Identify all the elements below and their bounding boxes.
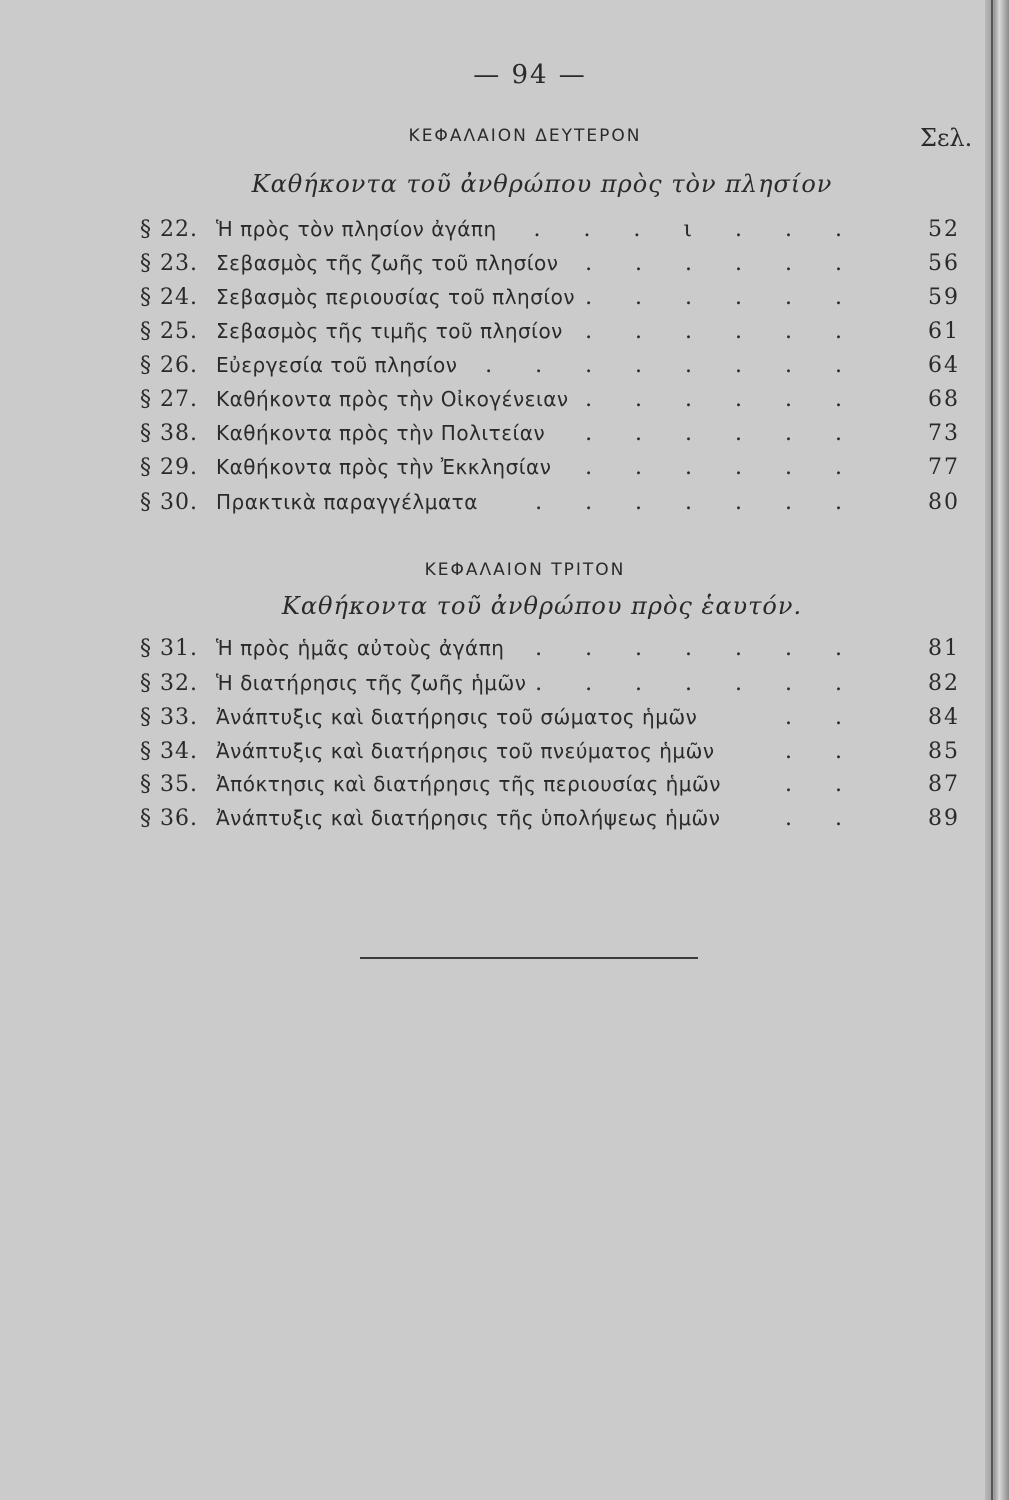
toc-section-number: § 35. xyxy=(140,772,198,797)
chapter-two-subtitle: Καθήκοντα τοῦ ἀνθρώπου πρὸς τὸν πλησίον xyxy=(251,170,833,198)
chapter-two-heading: ΚΕΦΑΛΑΙΟΝ ΔΕΥΤΕΡΟΝ xyxy=(408,126,642,146)
toc-entry xyxy=(140,636,960,670)
toc-section-number: § 34. xyxy=(140,739,198,764)
toc-leader-dots: . . . . . . xyxy=(585,387,860,412)
toc-leader-dots: . . xyxy=(785,806,860,831)
toc-section-number: § 25. xyxy=(140,319,198,344)
toc-page-number: 68 xyxy=(928,387,960,412)
toc-section-number: § 38. xyxy=(140,421,198,446)
toc-leader-dots: . . . . . . xyxy=(585,319,860,344)
toc-entry xyxy=(140,671,960,705)
toc-title: Καθήκοντα πρὸς τὴν Ἐκκλησίαν xyxy=(216,455,552,479)
toc-page-number: 56 xyxy=(928,251,960,276)
toc-leader-dots: . . . . . . . xyxy=(535,636,860,661)
toc-leader-dots: . . . ι . . . xyxy=(533,217,860,242)
toc-leader-dots: . . xyxy=(785,772,860,797)
toc-entry xyxy=(140,455,960,489)
page-number: — 94 — xyxy=(473,60,587,90)
toc-section-number: § 23. xyxy=(140,251,198,276)
toc-leader-dots: . . xyxy=(785,705,860,730)
toc-section-number: § 29. xyxy=(140,455,198,480)
closing-rule xyxy=(360,957,698,959)
toc-title: Σεβασμὸς τῆς τιμῆς τοῦ πλησίον xyxy=(216,319,563,343)
toc-title: Ἀνάπτυξις καὶ διατήρησις τῆς ὑπολήψεως ἡμῶν xyxy=(216,806,721,830)
toc-section-number: § 26. xyxy=(140,353,198,378)
toc-leader-dots: . . . . . . . xyxy=(535,671,860,696)
toc-section-number: § 31. xyxy=(140,636,198,661)
toc-title: Σεβασμὸς τῆς ζωῆς τοῦ πλησίον xyxy=(216,251,559,275)
toc-page-number: 77 xyxy=(928,455,960,480)
toc-title: Ἡ πρὸς τὸν πλησίον ἀγάπη xyxy=(216,217,497,241)
toc-entry xyxy=(140,217,960,251)
toc-title: Ἀπόκτησις καὶ διατήρησις τῆς περιουσίας ἡμῶν xyxy=(216,772,721,796)
toc-page-number: 82 xyxy=(928,671,960,696)
toc-page-number: 64 xyxy=(928,353,960,378)
toc-entry xyxy=(140,319,960,353)
toc-entry xyxy=(140,285,960,319)
toc-title: Εὐεργεσία τοῦ πλησίον xyxy=(216,353,458,377)
toc-page-number: 81 xyxy=(928,636,960,661)
toc-entry xyxy=(140,421,960,455)
toc-page-number: 80 xyxy=(928,490,960,515)
toc-entry xyxy=(140,772,960,806)
toc-leader-dots: . . . . . . . . xyxy=(485,353,860,378)
toc-title: Ἡ πρὸς ἡμᾶς αὐτοὺς ἀγάπη xyxy=(216,636,505,660)
chapter-three-subtitle: Καθήκοντα τοῦ ἀνθρώπου πρὸς ἑαυτόν. xyxy=(281,592,803,620)
toc-section-number: § 32. xyxy=(140,671,198,696)
toc-title: Καθήκοντα πρὸς τὴν Πολιτείαν xyxy=(216,421,546,445)
toc-page-number: 89 xyxy=(928,806,960,831)
page-column-label: Σελ. xyxy=(920,124,973,152)
chapter-three-heading: ΚΕΦΑΛΑΙΟΝ ΤΡΙΤΟΝ xyxy=(424,560,626,580)
toc-page-number: 73 xyxy=(928,421,960,446)
toc-section-number: § 33. xyxy=(140,705,198,730)
toc-leader-dots: . . . . . . xyxy=(585,421,860,446)
toc-page-number: 61 xyxy=(928,319,960,344)
toc-title: Καθήκοντα πρὸς τὴν Οἰκογένειαν xyxy=(216,387,569,411)
toc-title: Σεβασμὸς περιουσίας τοῦ πλησίον xyxy=(216,285,576,309)
toc-entry xyxy=(140,490,960,524)
toc-leader-dots: . . . . . . . xyxy=(535,490,860,515)
toc-leader-dots: . . . . . . xyxy=(585,251,860,276)
toc-section-number: § 27. xyxy=(140,387,198,412)
toc-entry xyxy=(140,739,960,773)
toc-entry xyxy=(140,353,960,387)
toc-page-number: 85 xyxy=(928,739,960,764)
toc-title: Ἀνάπτυξις καὶ διατήρησις τοῦ σώματος ἡμῶν xyxy=(216,705,698,729)
page-edge xyxy=(985,0,1009,1500)
toc-title: Ἡ διατήρησις τῆς ζωῆς ἡμῶν xyxy=(216,671,527,695)
toc-page-number: 84 xyxy=(928,705,960,730)
toc-title: Πρακτικὰ παραγγέλματα xyxy=(216,490,478,514)
toc-leader-dots: . . . . . . xyxy=(585,455,860,480)
toc-section-number: § 24. xyxy=(140,285,198,310)
toc-entry xyxy=(140,705,960,739)
toc-page-number: 52 xyxy=(928,217,960,242)
toc-page-number: 87 xyxy=(928,772,960,797)
toc-page-number: 59 xyxy=(928,285,960,310)
toc-entry xyxy=(140,806,960,840)
toc-leader-dots: . . xyxy=(785,739,860,764)
toc-leader-dots: . . . . . . xyxy=(585,285,860,310)
toc-section-number: § 22. xyxy=(140,217,198,242)
toc-entry xyxy=(140,251,960,285)
toc-section-number: § 30. xyxy=(140,490,198,515)
toc-section-number: § 36. xyxy=(140,806,198,831)
toc-title: Ἀνάπτυξις καὶ διατήρησις τοῦ πνεύματος ἡμῶν xyxy=(216,739,715,763)
toc-entry xyxy=(140,387,960,421)
